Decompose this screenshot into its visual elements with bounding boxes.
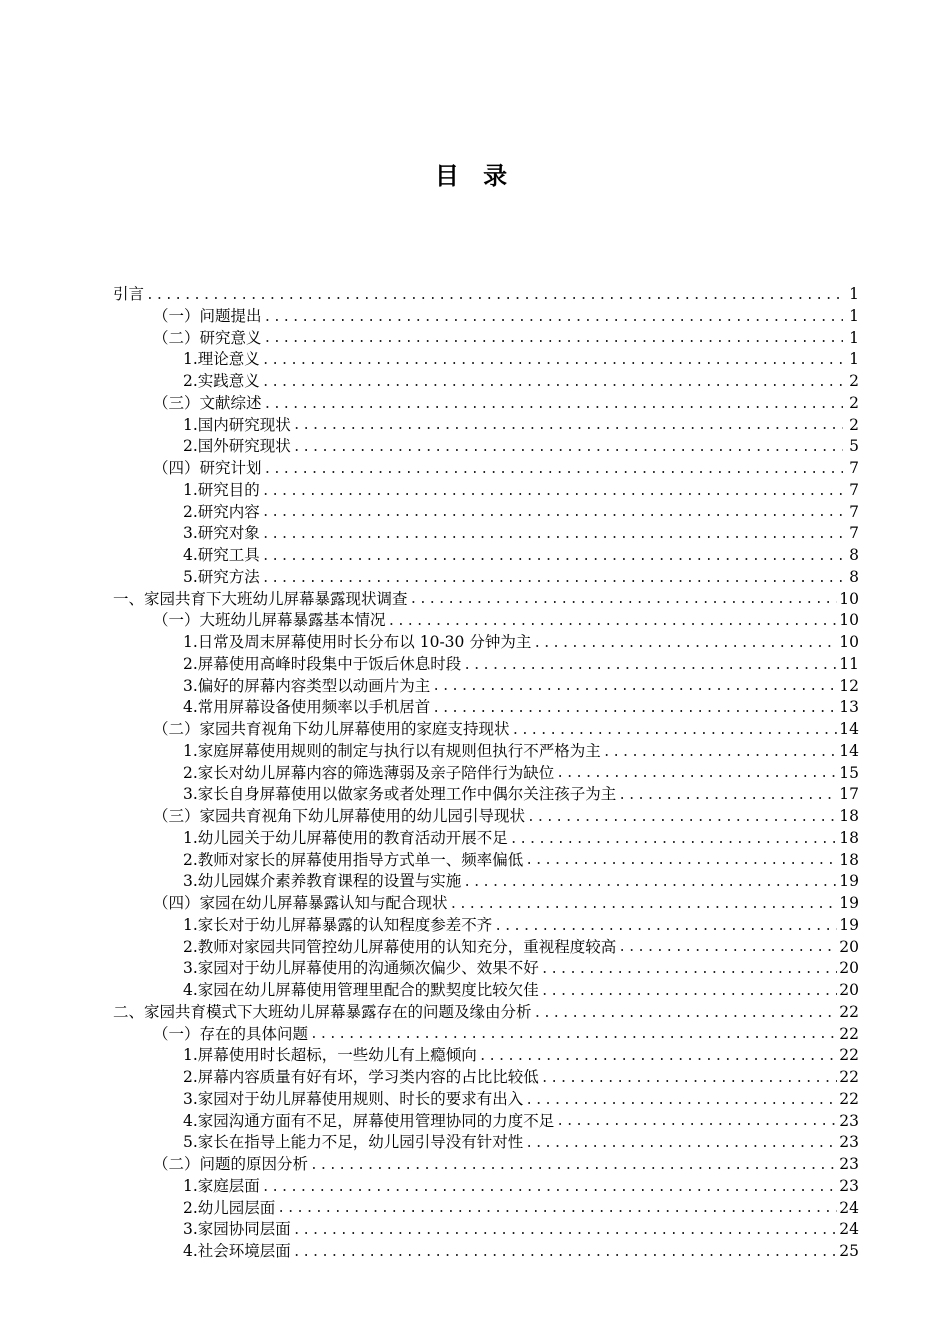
dot-leader <box>479 1047 837 1067</box>
toc-entry-title: 1.家庭层面 <box>183 1176 260 1195</box>
toc-entry-page-number: 10 <box>839 633 859 651</box>
dot-leader <box>556 764 837 784</box>
dot-leader <box>494 917 837 937</box>
toc-entry[interactable] <box>113 937 859 959</box>
toc-entry-title: 4.家园沟通方面有不足，屏幕使用管理协同的力度不足 <box>183 1111 555 1130</box>
toc-entry[interactable] <box>113 719 859 741</box>
dot-leader <box>293 438 843 458</box>
toc-entry-page-number: 19 <box>839 915 859 934</box>
toc-entry-title: 2.教师对家长的屏幕使用指导方式单一、频率偏低 <box>183 850 524 869</box>
toc-entry-page-number: 19 <box>839 894 859 912</box>
dot-leader <box>262 525 843 545</box>
toc-entry-page-number: 24 <box>839 1220 859 1239</box>
toc-entry[interactable] <box>113 610 859 632</box>
toc-entry[interactable] <box>113 349 859 371</box>
dot-leader <box>264 329 843 349</box>
toc-entry-title: 3.家长自身屏幕使用以做家务或者处理工作中偶尔关注孩子为主 <box>183 785 617 804</box>
toc-entry-page-number: 18 <box>839 807 859 825</box>
dot-leader <box>510 830 837 850</box>
toc-entry-title: 5.家长在指导上能力不足，幼儿园引导没有针对性 <box>183 1133 524 1152</box>
toc-entry-page-number: 22 <box>839 1002 859 1021</box>
toc-entry-title: 5.研究方法 <box>183 567 260 586</box>
toc-entry[interactable] <box>113 741 859 763</box>
toc-entry-title: 二、家园共育模式下大班幼儿屏幕暴露存在的问题及缘由分析 <box>113 1002 532 1021</box>
toc-entry[interactable] <box>113 697 859 719</box>
toc-entry[interactable] <box>113 958 859 980</box>
table-of-contents <box>113 284 859 1263</box>
toc-entry-page-number: 20 <box>839 959 859 978</box>
toc-entry-page-number: 11 <box>839 654 859 673</box>
toc-entry[interactable] <box>113 415 859 437</box>
dot-leader <box>525 1134 837 1154</box>
toc-entry[interactable] <box>113 371 859 393</box>
toc-entry-page-number: 17 <box>839 785 859 804</box>
toc-entry[interactable] <box>113 806 859 828</box>
toc-entry[interactable] <box>113 306 859 328</box>
toc-entry-title: 3.家园对于幼儿屏幕使用规则、时长的要求有出入 <box>183 1089 524 1108</box>
toc-entry-title: 3.研究对象 <box>183 524 260 543</box>
dot-leader <box>262 1178 837 1198</box>
dot-leader <box>262 373 843 393</box>
toc-entry-title: （三）家园共育视角下幼儿屏幕使用的幼儿园引导现状 <box>153 807 526 825</box>
toc-entry-page-number: 7 <box>849 459 859 477</box>
toc-entry[interactable] <box>113 784 859 806</box>
toc-entry-page-number: 1 <box>849 285 859 303</box>
toc-entry-title: （三）文献综述 <box>153 393 262 412</box>
toc-entry-title: 4.研究工具 <box>183 546 260 564</box>
toc-entry[interactable] <box>113 828 859 850</box>
dot-leader <box>618 938 837 958</box>
toc-entry-title: 1.研究目的 <box>183 480 260 499</box>
dot-leader <box>388 612 838 632</box>
toc-entry[interactable] <box>113 284 859 306</box>
toc-entry-page-number: 12 <box>839 676 859 695</box>
toc-entry-page-number: 18 <box>839 850 859 869</box>
toc-entry-page-number: 2 <box>849 372 859 390</box>
toc-entry-page-number: 10 <box>839 589 859 608</box>
toc-entry[interactable] <box>113 589 859 611</box>
toc-entry-title: 1.日常及周末屏幕使用时长分布以 10-30 分钟为主 <box>183 633 532 651</box>
dot-leader <box>264 460 843 480</box>
toc-entry-title: 2.屏幕内容质量有好有坏，学习类内容的占比比较低 <box>183 1068 539 1086</box>
toc-entry[interactable] <box>113 436 859 458</box>
dot-leader <box>541 960 837 980</box>
dot-leader <box>262 351 843 371</box>
toc-entry[interactable] <box>113 1132 859 1154</box>
toc-entry-title: 引言 <box>113 285 145 303</box>
toc-entry-page-number: 25 <box>839 1242 859 1260</box>
toc-entry[interactable] <box>113 545 859 567</box>
toc-entry-title: 1.屏幕使用时长超标，一些幼儿有上瘾倾向 <box>183 1046 477 1065</box>
toc-entry-title: 3.家园对于幼儿屏幕使用的沟通频次偏少、效果不好 <box>183 959 539 978</box>
dot-leader <box>603 743 837 763</box>
toc-entry-title: 3.家园协同层面 <box>183 1220 291 1239</box>
toc-entry-title: 一、家园共育下大班幼儿屏幕暴露现状调查 <box>113 589 408 608</box>
toc-entry-page-number: 13 <box>839 698 859 717</box>
toc-entry-title: 1.家长对于幼儿屏幕暴露的认知程度参差不齐 <box>183 915 493 934</box>
dot-leader <box>262 503 843 523</box>
toc-entry-page-number: 14 <box>839 720 859 738</box>
dot-leader <box>432 677 837 697</box>
toc-entry[interactable] <box>113 676 859 698</box>
dot-leader <box>512 721 838 741</box>
toc-entry[interactable] <box>113 393 859 415</box>
toc-entry-title: 4.家园在幼儿屏幕使用管理里配合的默契度比较欠佳 <box>183 981 539 999</box>
toc-entry-page-number: 10 <box>839 611 859 630</box>
toc-entry-page-number: 18 <box>839 828 859 847</box>
toc-entry[interactable] <box>113 1111 859 1133</box>
toc-entry-title: （一）大班幼儿屏幕暴露基本情况 <box>153 611 386 630</box>
toc-entry-page-number: 22 <box>839 1068 859 1086</box>
dot-leader <box>525 1091 837 1111</box>
toc-entry[interactable] <box>113 632 859 654</box>
dot-leader <box>293 1221 837 1241</box>
toc-entry-page-number: 2 <box>849 393 859 412</box>
toc-entry-page-number: 1 <box>849 328 859 347</box>
toc-entry-page-number: 1 <box>849 350 859 369</box>
toc-entry-title: 2.幼儿园层面 <box>183 1198 276 1217</box>
toc-entry-title: 2.家长对幼儿屏幕内容的筛选薄弱及亲子陪伴行为缺位 <box>183 763 555 782</box>
toc-entry-page-number: 19 <box>839 872 859 891</box>
toc-entry-page-number: 1 <box>849 306 859 325</box>
toc-entry-title: 1.幼儿园关于幼儿屏幕使用的教育活动开展不足 <box>183 828 508 847</box>
toc-entry-page-number: 23 <box>839 1155 859 1173</box>
toc-entry[interactable] <box>113 502 859 524</box>
dot-leader <box>262 569 843 589</box>
dot-leader <box>262 482 843 502</box>
toc-entry-page-number: 20 <box>839 937 859 956</box>
toc-entry-title: 4.社会环境层面 <box>183 1242 291 1260</box>
toc-entry-page-number: 7 <box>849 524 859 543</box>
dot-leader <box>293 416 843 436</box>
toc-entry-page-number: 2 <box>849 415 859 434</box>
toc-entry[interactable] <box>113 523 859 545</box>
toc-entry[interactable] <box>113 1198 859 1220</box>
toc-entry[interactable] <box>113 1024 859 1046</box>
toc-entry[interactable] <box>113 1089 859 1111</box>
dot-leader <box>463 656 837 676</box>
toc-entry-title: 2.教师对家园共同管控幼儿屏幕使用的认知充分，重视程度较高 <box>183 937 617 956</box>
toc-entry[interactable] <box>113 893 859 915</box>
toc-entry-page-number: 24 <box>839 1198 859 1217</box>
toc-entry[interactable] <box>113 980 859 1002</box>
toc-entry[interactable] <box>113 1219 859 1241</box>
toc-entry-page-number: 5 <box>849 437 859 456</box>
toc-entry-title: （二）研究意义 <box>153 328 262 347</box>
dot-leader <box>527 808 837 828</box>
toc-entry[interactable] <box>113 915 859 937</box>
toc-entry[interactable] <box>113 328 859 350</box>
toc-entry-page-number: 22 <box>839 1024 859 1043</box>
dot-leader <box>534 1004 838 1024</box>
toc-entry[interactable] <box>113 1241 859 1263</box>
toc-entry-page-number: 22 <box>839 1089 859 1108</box>
toc-entry-page-number: 15 <box>839 763 859 782</box>
toc-entry[interactable] <box>113 480 859 502</box>
toc-entry[interactable] <box>113 1002 859 1024</box>
toc-entry[interactable] <box>113 850 859 872</box>
dot-leader <box>618 786 837 806</box>
toc-entry-page-number: 8 <box>849 567 859 586</box>
toc-entry-title: （四）家园在幼儿屏幕暴露认知与配合现状 <box>153 894 448 912</box>
toc-entry-title: （二）问题的原因分析 <box>153 1155 309 1173</box>
dot-leader <box>410 590 838 610</box>
dot-leader <box>533 634 837 654</box>
dot-leader <box>432 699 837 719</box>
toc-entry[interactable] <box>113 1154 859 1176</box>
dot-leader <box>310 1025 837 1045</box>
dot-leader <box>450 895 838 915</box>
toc-entry-page-number: 23 <box>839 1111 859 1130</box>
toc-entry[interactable] <box>113 871 859 893</box>
toc-entry[interactable] <box>113 1176 859 1198</box>
toc-entry-page-number: 7 <box>849 502 859 521</box>
dot-leader <box>525 851 837 871</box>
toc-entry[interactable] <box>113 763 859 785</box>
toc-entry[interactable] <box>113 567 859 589</box>
dot-leader <box>277 1199 837 1219</box>
toc-entry-title: 2.研究内容 <box>183 502 260 521</box>
page-title: 目 录 <box>434 162 516 190</box>
toc-entry-page-number: 23 <box>839 1133 859 1152</box>
dot-leader <box>463 873 837 893</box>
toc-entry-title: （一）问题提出 <box>153 306 262 325</box>
toc-entry-title: 1.家庭屏幕使用规则的制定与执行以有规则但执行不严格为主 <box>183 741 601 760</box>
toc-entry[interactable] <box>113 458 859 480</box>
toc-entry-title: 1.理论意义 <box>183 350 260 369</box>
toc-entry[interactable] <box>113 654 859 676</box>
dot-leader <box>264 308 843 328</box>
dot-leader <box>310 1156 837 1176</box>
dot-leader <box>541 982 837 1002</box>
dot-leader <box>146 286 843 306</box>
dot-leader <box>556 1112 837 1132</box>
toc-entry-page-number: 14 <box>839 741 859 760</box>
toc-entry-page-number: 23 <box>839 1176 859 1195</box>
toc-entry-title: 2.国外研究现状 <box>183 437 291 456</box>
toc-entry-page-number: 7 <box>849 480 859 499</box>
toc-entry-page-number: 22 <box>839 1046 859 1065</box>
toc-entry[interactable] <box>113 1067 859 1089</box>
dot-leader <box>541 1069 837 1089</box>
dot-leader <box>293 1243 837 1263</box>
toc-entry-page-number: 8 <box>849 546 859 564</box>
toc-entry-title: （二）家园共育视角下幼儿屏幕使用的家庭支持现状 <box>153 720 510 738</box>
toc-entry[interactable] <box>113 1045 859 1067</box>
dot-leader <box>262 547 843 567</box>
toc-entry-title: 2.屏幕使用高峰时段集中于饭后休息时段 <box>183 654 462 673</box>
toc-entry-title: 4.常用屏幕设备使用频率以手机居首 <box>183 698 431 717</box>
toc-entry-title: （四）研究计划 <box>153 459 262 477</box>
dot-leader <box>264 395 843 415</box>
toc-entry-title: （一）存在的具体问题 <box>153 1024 309 1043</box>
toc-entry-title: 3.偏好的屏幕内容类型以动画片为主 <box>183 676 431 695</box>
toc-entry-title: 1.国内研究现状 <box>183 415 291 434</box>
toc-entry-title: 2.实践意义 <box>183 372 260 390</box>
toc-entry-page-number: 20 <box>839 981 859 999</box>
toc-entry-title: 3.幼儿园媒介素养教育课程的设置与实施 <box>183 872 462 891</box>
